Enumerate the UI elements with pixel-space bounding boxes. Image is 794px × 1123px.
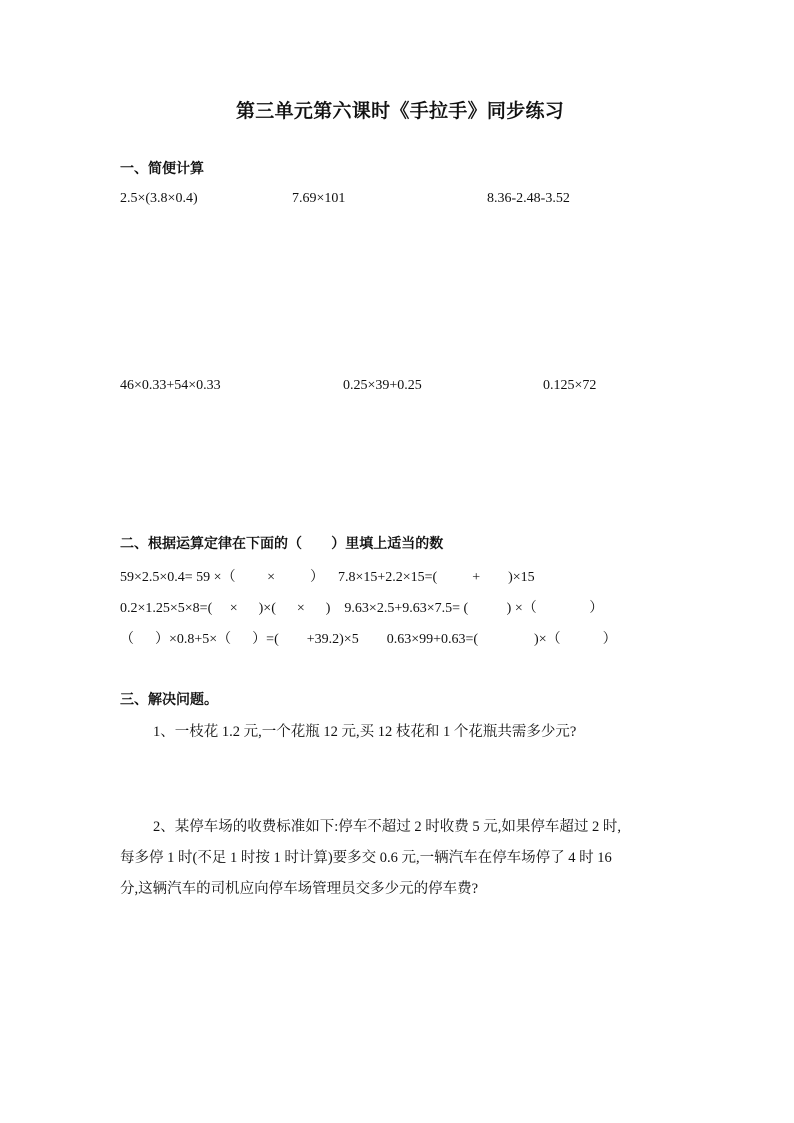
page-title: 第三单元第六课时《手拉手》同步练习 (236, 100, 565, 122)
section-heading-2: 二、根据运算定律在下面的（ ）里填上适当的数 (120, 536, 444, 552)
expression-3: 8.36-2.48-3.52 (487, 191, 570, 206)
expression-5: 0.25×39+0.25 (343, 378, 422, 393)
problem-2-line-3: 分,这辆汽车的司机应向停车场管理员交多少元的停车费? (120, 881, 479, 897)
section-heading-1: 一、简便计算 (120, 161, 204, 177)
problem-1: 1、一枝花 1.2 元,一个花瓶 12 元,买 12 枝花和 1 个花瓶共需多少元? (153, 724, 577, 740)
expression-4: 46×0.33+54×0.33 (120, 378, 221, 393)
expression-2: 7.69×101 (292, 191, 346, 206)
fill-line-3: （ ）×0.8+5×（ ）=( +39.2)×5 0.63×99+0.63=( )×（ ） (120, 632, 617, 647)
fill-line-2: 0.2×1.25×5×8=( × )×( × ) 9.63×2.5+9.63×7.5= ( ) ×（ ） (120, 601, 604, 616)
section-heading-3: 三、解决问题。 (120, 692, 218, 708)
problem-2-line-2: 每多停 1 时(不足 1 时按 1 时计算)要多交 0.6 元,一辆汽车在停车场停了 4 时 16 (120, 850, 612, 866)
problem-2-line-1: 2、某停车场的收费标准如下:停车不超过 2 时收费 5 元,如果停车超过 2 时, (153, 819, 622, 835)
expression-6: 0.125×72 (543, 378, 597, 393)
expression-1: 2.5×(3.8×0.4) (120, 191, 198, 206)
fill-line-1: 59×2.5×0.4= 59 ×（ × ） 7.8×15+2.2×15=( + )×15 (120, 570, 535, 585)
